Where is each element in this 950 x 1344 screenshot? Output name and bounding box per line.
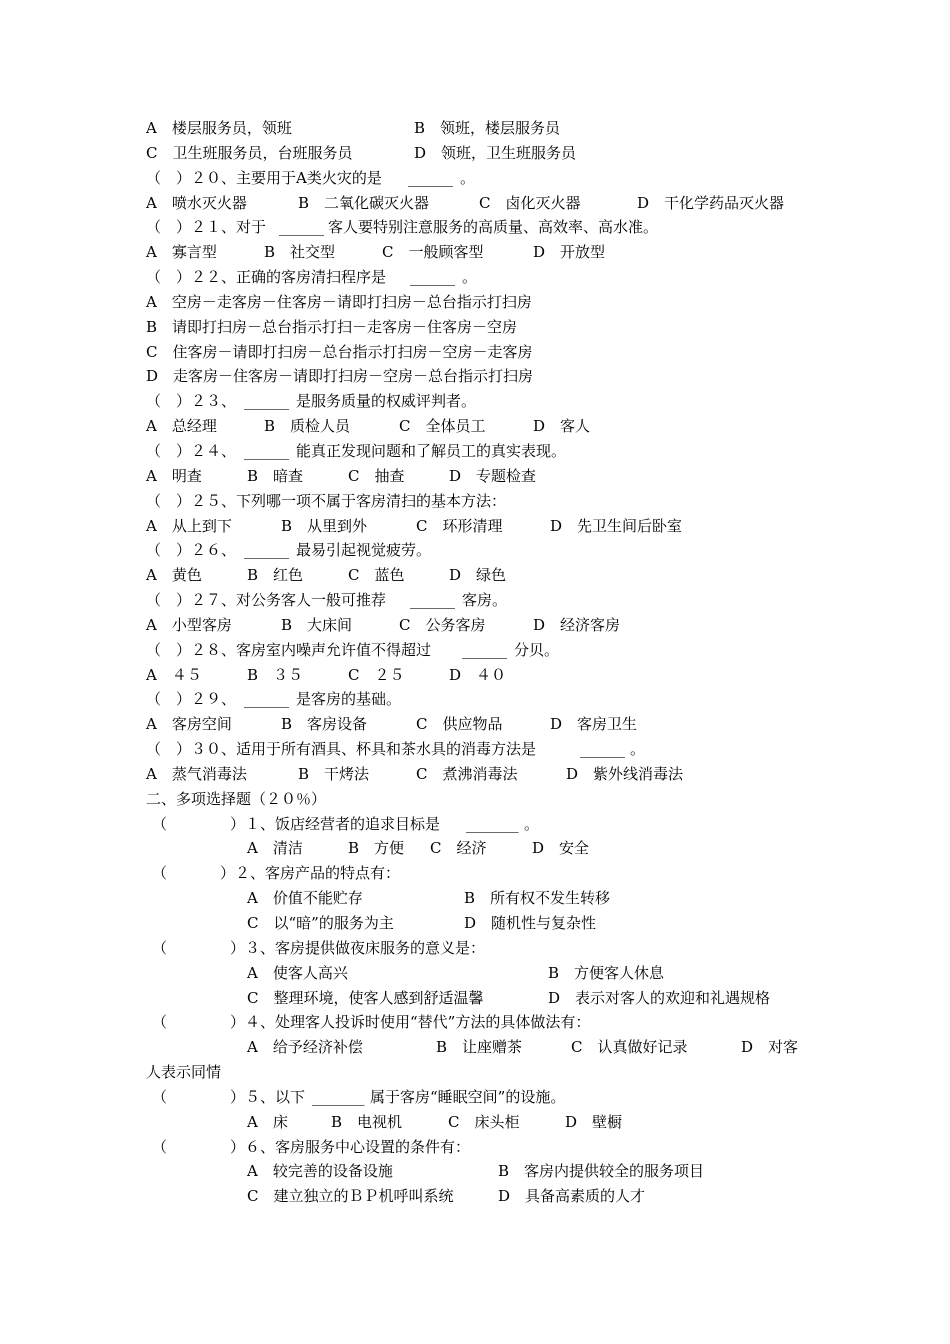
question-text: （ ）２６、 (146, 541, 237, 560)
question-28 (146, 638, 836, 663)
option: A 黄色 (146, 566, 202, 585)
option: C 整理环境，使客人感到舒适温馨 (247, 988, 484, 1007)
section-title: 二、多项选择题（２０％） (146, 789, 327, 808)
answer-blank: ______ (244, 541, 289, 560)
option: D 先卫生间后卧室 (550, 516, 683, 535)
question-text: 。 (630, 740, 646, 759)
option: D 紫外线消毒法 (566, 764, 684, 783)
option: B 干烤法 (298, 764, 370, 783)
option: A ４５ (146, 665, 202, 684)
multi-question-2 (146, 861, 836, 886)
question-20 (146, 166, 836, 191)
option: D 壁橱 (565, 1112, 623, 1131)
question-text: 客房。 (462, 591, 508, 610)
option-line (146, 961, 836, 986)
question-21 (146, 215, 836, 240)
question-text: 是服务质量的权威评判者。 (296, 392, 477, 411)
answer-blank: _______ (466, 814, 519, 833)
option-line (146, 514, 836, 539)
option: C 抽查 (348, 466, 405, 485)
question-text: （ ）２３、 (146, 392, 237, 411)
option: B 客房内提供较全的服务项目 (498, 1162, 705, 1181)
multi-question-4 (146, 1010, 836, 1035)
option: B 请即打扫房－总台指示打扫－走客房－住客房－空房 (146, 317, 518, 336)
option-line (146, 712, 836, 737)
option: B 方便客人休息 (548, 963, 665, 982)
option-line (146, 1110, 836, 1135)
option: C 卫生班服务员，台班服务员 (146, 143, 353, 162)
option: C 建立独立的ＢＰ机呼叫系统 (247, 1187, 454, 1206)
question-25 (146, 489, 836, 514)
option: D 具备高素质的人才 (498, 1187, 646, 1206)
option: A 寡言型 (146, 243, 217, 262)
question-paren: （ (152, 1137, 168, 1156)
option: B ３５ (247, 665, 304, 684)
question-text: （ ）２４、 (146, 441, 237, 460)
option: D 开放型 (533, 243, 606, 262)
question-text: 。 (524, 814, 540, 833)
option: C 蓝色 (348, 566, 405, 585)
option: A 价值不能贮存 (247, 889, 363, 908)
answer-blank: ______ (279, 218, 324, 237)
option: B 电视机 (331, 1112, 403, 1131)
question-22 (146, 265, 836, 290)
question-29 (146, 687, 836, 712)
option: C 一般顾客型 (382, 243, 484, 262)
question-text: 是客房的基础。 (296, 690, 402, 709)
option: C 经济 (430, 839, 487, 858)
option: A 客房空间 (146, 715, 232, 734)
option: D 专题检查 (449, 466, 537, 485)
option-line (146, 340, 836, 365)
option-line (146, 1035, 836, 1060)
option-line (146, 141, 836, 166)
option-line (146, 986, 836, 1011)
question-text: ）４、处理客人投诉时使用“替代”方法的具体做法有： (230, 1013, 591, 1032)
multi-question-3 (146, 936, 836, 961)
option: A 明查 (146, 466, 202, 485)
option: D 客人 (533, 417, 591, 436)
option-line (146, 563, 836, 588)
question-text: （ ）２８、客房室内噪声允许值不得超过 (146, 640, 432, 659)
question-paren: （ (152, 864, 168, 883)
option: A 较完善的设备设施 (247, 1162, 393, 1181)
question-text: 属于客房“睡眠空间”的设施。 (370, 1087, 566, 1106)
option-line (146, 414, 836, 439)
question-text: ）３、客房提供做夜床服务的意义是： (230, 938, 486, 957)
answer-blank: _______ (312, 1087, 365, 1106)
answer-blank: ______ (580, 740, 625, 759)
option: B 二氧化碳灭火器 (298, 193, 430, 212)
option: D 领班，卫生班服务员 (414, 143, 577, 162)
question-text: （ ）２７、对公务客人一般可推荐 (146, 591, 387, 610)
option: A 空房－走客房－住客房－请即打扫房－总台指示打扫房 (146, 292, 532, 311)
answer-blank: ______ (410, 591, 455, 610)
option: C 以“暗”的服务为主 (247, 914, 394, 932)
answer-blank: ______ (244, 441, 289, 460)
option-line (146, 613, 836, 638)
option: C 卤化灭火器 (479, 193, 581, 212)
option: D 客房卫生 (550, 715, 638, 734)
answer-blank: ______ (408, 168, 453, 187)
option: D 干化学药品灭火器 (637, 193, 785, 212)
option: C 住客房－请即打扫房－总台指示打扫房－空房－走客房 (146, 342, 533, 361)
option-line (146, 886, 836, 911)
option: 人表示同情 (146, 1063, 222, 1082)
option: D 走客房－住客房－请即打扫房－空房－总台指示打扫房 (146, 367, 534, 386)
answer-blank: ______ (462, 640, 507, 659)
question-text: 最易引起视觉疲劳。 (296, 541, 432, 560)
option: D 绿色 (449, 566, 507, 585)
option-line (146, 911, 836, 936)
option: B 暗查 (247, 466, 304, 485)
option: B 红色 (247, 566, 304, 585)
question-26 (146, 538, 836, 563)
option: B 所有权不发生转移 (464, 889, 611, 908)
question-text: （ ）２５、下列哪一项不属于客房清扫的基本方法： (146, 491, 507, 510)
option: C ２５ (348, 665, 405, 684)
question-text: 。 (460, 168, 476, 187)
option: B 大床间 (281, 615, 353, 634)
option-line-continued (146, 1060, 836, 1085)
option-line (146, 464, 836, 489)
question-paren: （ (152, 1013, 168, 1032)
option: D 表示对客人的欢迎和礼遇规格 (548, 988, 771, 1007)
option: C 全体员工 (399, 417, 486, 436)
option: A 楼层服务员，领班 (146, 119, 292, 137)
section-heading (146, 787, 836, 812)
question-text: （ ）３０、适用于所有酒具、杯具和茶水具的消毒方法是 (146, 740, 537, 759)
question-27 (146, 588, 836, 613)
option: B 质检人员 (264, 417, 351, 436)
multi-question-6 (146, 1135, 836, 1160)
answer-blank: ______ (244, 392, 289, 411)
option: A 小型客房 (146, 615, 232, 634)
option-line (146, 191, 836, 216)
option: C 床头柜 (448, 1112, 520, 1131)
option: A 使客人高兴 (247, 963, 348, 982)
question-paren: （ (152, 938, 168, 957)
option: A 清洁 (247, 839, 303, 858)
option: B 社交型 (264, 243, 336, 262)
option-line (146, 762, 836, 787)
option: B 方便 (348, 839, 405, 858)
option: C 公务客房 (399, 615, 486, 634)
option-line (146, 240, 836, 265)
option: C 环形清理 (416, 516, 503, 535)
option: A 总经理 (146, 417, 217, 436)
option: B 客房设备 (281, 715, 368, 734)
question-paren: （ (152, 1087, 168, 1106)
question-text: ）１、饭店经营者的追求目标是 (230, 814, 441, 833)
option: A 喷水灭火器 (146, 193, 247, 212)
question-text: （ ）２２、正确的客房清扫程序是 (146, 268, 387, 287)
question-23 (146, 389, 836, 414)
option: D ４０ (449, 665, 507, 684)
option: B 让座赠茶 (436, 1038, 523, 1057)
question-text: ）６、客房服务中心设置的条件有： (230, 1137, 471, 1156)
option: A 从上到下 (146, 516, 232, 535)
option: A 床 (247, 1112, 288, 1131)
exam-page (146, 116, 836, 1209)
option-line (146, 364, 836, 389)
question-text: 分贝。 (514, 640, 560, 659)
question-30 (146, 737, 836, 762)
option-line (146, 116, 836, 141)
question-text: ）２、客房产品的特点有： (220, 864, 401, 883)
option-line (146, 663, 836, 688)
answer-blank: ______ (410, 268, 455, 287)
question-text: 客人要特别注意服务的高质量、高效率、高水准。 (328, 218, 659, 237)
question-text: （ ）２０、主要用于A类火灾的是 (146, 168, 382, 187)
question-paren: （ (152, 814, 168, 833)
multi-question-1 (146, 812, 836, 837)
option-line (146, 1184, 836, 1209)
option: D 随机性与复杂性 (464, 914, 597, 932)
option: B 领班，楼层服务员 (414, 119, 561, 137)
question-text: （ ）２１、对于 (146, 218, 267, 237)
option-line (146, 836, 836, 861)
option-line (146, 290, 836, 315)
question-text: ）５、以下 (230, 1087, 306, 1106)
answer-blank: ______ (244, 690, 289, 709)
option: B 从里到外 (281, 516, 368, 535)
option: D 安全 (532, 839, 590, 858)
question-text: 。 (462, 268, 478, 287)
option: C 供应物品 (416, 715, 503, 734)
question-24 (146, 439, 836, 464)
question-text: 能真正发现问题和了解员工的真实表现。 (296, 441, 567, 460)
question-text: （ ）２９、 (146, 690, 237, 709)
option: D 经济客房 (533, 615, 621, 634)
option-line (146, 315, 836, 340)
option-line (146, 1159, 836, 1184)
option: A 给予经济补偿 (247, 1038, 363, 1057)
multi-question-5 (146, 1085, 836, 1110)
option: C 认真做好记录 (571, 1038, 688, 1057)
option: D 对客 (741, 1038, 799, 1057)
option: A 蒸气消毒法 (146, 764, 247, 783)
option: C 煮沸消毒法 (416, 764, 518, 783)
